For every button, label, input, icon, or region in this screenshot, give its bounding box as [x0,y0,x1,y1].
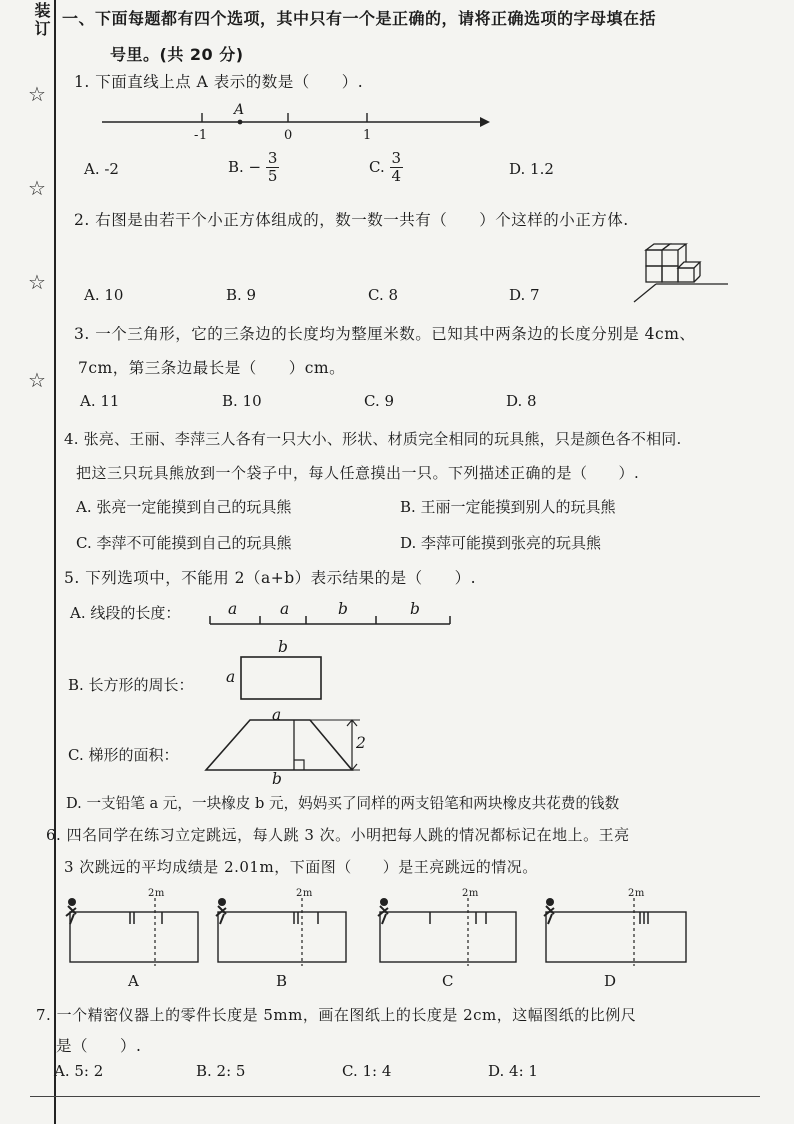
q1-option-d: D. 1.2 [509,160,554,178]
q4-option-b: B. 王丽一定能摸到别人的玩具熊 [400,498,616,516]
q6-stem-line2: 3 次跳远的平均成绩是 2.01m，下面图（ ）是王亮跳远的情况。 [64,858,538,876]
q3-stem-line2: 7cm，第三条边最长是（ ）cm。 [78,359,346,377]
q1-option-b [228,150,279,184]
q3-option-b: B. 10 [222,392,262,410]
star-icon: ☆ [28,82,46,106]
q2-option-d: D. 7 [509,286,540,304]
segment-figure [210,606,460,632]
rectangle-figure [240,656,324,702]
q2-option-b: B. 9 [226,286,257,304]
mark-2m-label: 2m [462,888,479,899]
jump-diagram-d [544,898,686,966]
segment-label: b [338,600,349,618]
tick-label: -1 [194,128,208,143]
q7-option-d: D. 4: 1 [488,1062,538,1080]
q3-option-d: D. 8 [506,392,537,410]
q4-stem-line1: 4. 张亮、王丽、李萍三人各有一只大小、形状、材质完全相同的玩具熊，只是颜色各不相同. [64,430,682,448]
segment-label: a [228,600,238,618]
cube-stack-figure [634,242,730,304]
point-a-label: A [234,102,245,118]
fraction [266,150,280,184]
q4-stem-line2: 把这三只玩具熊放到一个袋子中，每人任意摸出一只。下列描述正确的是（ ）. [76,464,640,482]
star-icon: ☆ [28,368,46,392]
segment-label: b [410,600,421,618]
q7-option-b: B. 2: 5 [196,1062,246,1080]
q3-option-a: A. 11 [80,392,120,410]
q2-option-c: C. 8 [368,286,399,304]
number-line-figure [102,100,492,150]
q7-stem-line2: 是（ ）. [56,1037,142,1055]
jump-diagram-a [66,898,198,966]
star-icon: ☆ [28,176,46,200]
trapezoid-figure [204,716,367,776]
q7-stem-line1: 7. 一个精密仪器上的零件长度是 5mm，画在图纸上的长度是 2cm，这幅图纸的比例尺 [36,1006,637,1024]
q7-option-c: C. 1: 4 [342,1062,392,1080]
q7-option-a: A. 5: 2 [54,1062,104,1080]
trap-height-label: 2 [356,734,367,752]
trap-top-label: a [272,706,282,724]
binding-strip [0,0,56,1124]
q2-stem: 2. 右图是由若干个小正方体组成的，数一数一共有（ ）个这样的小正方体. [74,211,629,229]
fraction-numerator: 3 [391,149,402,167]
star-icon: ☆ [28,270,46,294]
bottom-rule [30,1096,760,1097]
q3-stem-line1: 3. 一个三角形，它的三条边的长度均为整厘米数。已知其中两条边的长度分别是 4cm、 [74,325,696,343]
q1-option-b-prefix: B. − [228,158,262,176]
jump-diagram-c [378,898,516,966]
q1-stem: 1. 下面直线上点 A 表示的数是（ ）. [74,73,364,91]
q6-stem-line1: 6. 四名同学在练习立定跳远，每人跳 3 次。小明把每人跳的情况都标记在地上。王亮 [46,826,630,844]
q5-option-b: B. 长方形的周长： [68,676,194,694]
binding-label: 装订 [32,2,51,38]
segment-label: a [280,600,290,618]
fraction [390,150,404,184]
diagram-caption-a: A [128,972,140,990]
section-title-line2: 号里。(共 20 分) [110,45,244,64]
rect-top-label: b [278,638,289,656]
q4-option-a: A. 张亮一定能摸到自己的玩具熊 [76,498,292,516]
q1-option-a: A. -2 [84,160,119,178]
q1-option-c-prefix: C. [369,158,385,176]
diagram-caption-d: D [604,972,617,990]
fraction-denominator: 4 [391,166,402,185]
tick-label: 0 [284,128,293,143]
diagram-caption-c: C [442,972,454,990]
fraction-numerator: 3 [267,149,278,167]
q3-option-c: C. 9 [364,392,395,410]
mark-2m-label: 2m [628,888,645,899]
mark-2m-label: 2m [148,888,165,899]
trap-bottom-label: b [272,770,283,788]
q4-option-d: D. 李萍可能摸到张亮的玩具熊 [400,534,602,552]
rect-left-label: a [226,668,236,686]
tick-label: 1 [363,128,372,143]
q5-option-c: C. 梯形的面积： [68,746,179,764]
q1-option-c [369,150,403,184]
q5-option-a: A. 线段的长度： [70,604,181,622]
q4-option-c: C. 李萍不可能摸到自己的玩具熊 [76,534,292,552]
jump-diagram-b [216,898,346,966]
fraction-denominator: 5 [267,166,278,185]
q2-option-a: A. 10 [84,286,124,304]
diagram-caption-b: B [276,972,288,990]
q5-stem: 5. 下列选项中，不能用 2（a+b）表示结果的是（ ）. [64,569,477,587]
section-title-line1: 一、下面每题都有四个选项，其中只有一个是正确的，请将正确选项的字母填在括 [62,9,657,28]
q5-option-d: D. 一支铅笔 a 元，一块橡皮 b 元，妈妈买了同样的两支铅笔和两块橡皮共花费的钱数 [66,795,620,812]
mark-2m-label: 2m [296,888,313,899]
